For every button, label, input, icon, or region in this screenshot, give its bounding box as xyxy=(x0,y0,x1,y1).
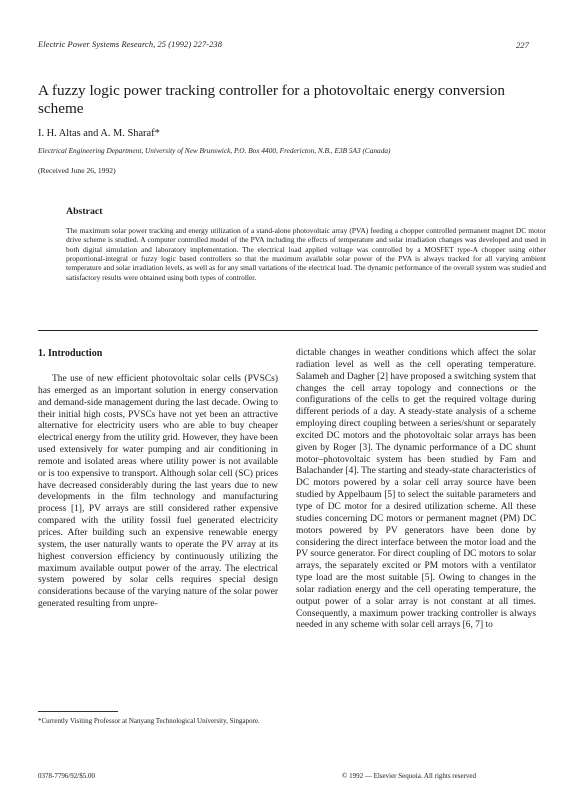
abstract-text: The maximum solar power tracking and energy utilization of a stand-alone photovoltaic array (PVA) feeding a chopper controlled permanent magnet DC motor drive scheme is studied. A computer controlled model of the PVA including the effects of temperature and solar irradiation changes was developed and used in both digital simulation and laboratory implementation. The electrical load applied voltage was controlled by a MOSFET type-A chopper using either proportional-integral or fuzzy logic based controllers so that the maximum available solar power of the PVA is always tracked for all varying ambient temperature and solar irradiation levels, as well as for any small variations of the electrical load. The dynamic performance of the overall system was studied and satisfactory results were obtained using both types of controller. xyxy=(66,226,546,282)
copyright: © 1992 — Elsevier Sequoia. All rights reserved xyxy=(342,772,477,780)
footnote: *Currently Visiting Professor at Nanyang Technological University, Singapore. xyxy=(38,717,260,725)
right-column xyxy=(296,348,536,632)
paper-title: A fuzzy logic power tracking controller for a photovoltaic energy conversion scheme xyxy=(38,82,505,117)
intro-paragraph-right: dictable changes in weather conditions which affect the solar radiation level as well as the cell operating temperature. Salameh and Dagher [2] have proposed a switching system that changes the cell array topology and connections or the configurations of the cells to get the required voltage during different periods of a day. A steady-state analysis of a scheme employing direct coupling between a series/shunt or separately excited DC motors and the photovoltaic solar arrays has been given by Roger [3]. The dynamic performance of a DC shunt motor–photovoltaic system has been studied by Fam and Balachander [4]. The starting and steady-state characteristics of DC motors powered by a solar cell array source have been studied by Appelbaum [5] to select the suitable parameters and type of DC motor for a desired utilization scheme. All these studies concerning DC motors or permanent magnet (PM) DC motors powered by PV generators have been done by considering the direct interface between the motor load and the PV source generator. For direct coupling of DC motors to solar arrays, the separately excited or PM motors with a ventilator type load are the most suitable [5]. Owing to changes in the solar radiation energy and the cell operating temperature, the output power of a solar array is not constant at all times. Consequently, a maximum power tracking controller is always needed in any scheme with solar cell arrays [6, 7] to xyxy=(296,348,536,631)
page-number: 227 xyxy=(516,40,529,50)
journal-citation: Electric Power Systems Research, 25 (1992) 227-238 xyxy=(38,40,223,49)
left-column xyxy=(38,374,278,611)
abstract-divider xyxy=(38,330,538,331)
intro-paragraph-left: The use of new efficient photovoltaic solar cells (PVSCs) has emerged as an important solution in energy conservation and demand-side management during the last decade. Owing to their initial high costs, PVSCs have not yet been an attractive alternative for electricity users who are able to buy cheaper electrical energy from the utility grid. However, they have been used extensively for water pumping and air conditioning in remote and isolated areas where utility power is not available or is too expensive to transport. Although solar cell (SC) prices have decreased considerably during the last years due to new developments in the film technology and manufacturing process [1], PV arrays are still considered rather expensive compared with the utility fossil fuel generated electricity prices. After building such an expensive renewable energy system, the user naturally wants to operate the PV array at its highest conversion efficiency by continuously utilizing the maximum available output power of the array. The electrical system powered by solar cells requires special design considerations because of the varying nature of the solar power generated resulting from unpre- xyxy=(38,374,278,610)
affiliation: Electrical Engineering Department, University of New Brunswick, P.O. Box 4400, Fredericton, N.B., E3B 5A3 (Canada) xyxy=(38,146,391,155)
footnote-divider xyxy=(38,711,118,712)
abstract-heading: Abstract xyxy=(66,206,103,217)
section-heading-introduction: 1. Introduction xyxy=(38,348,103,359)
issn: 0378-7796/92/$5.00 xyxy=(38,772,95,780)
authors: I. H. Altas and A. M. Sharaf* xyxy=(38,128,160,139)
abstract-body xyxy=(66,226,546,282)
received-date: (Received June 26, 1992) xyxy=(38,166,116,175)
